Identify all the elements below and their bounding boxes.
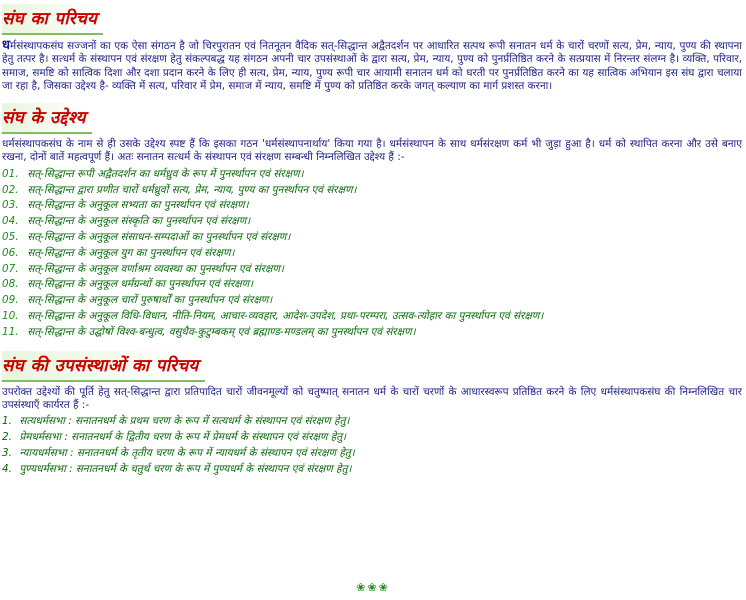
item-text: न्यायधर्मसभा : सनातनधर्म के तृतीय चरण के रूप में न्यायधर्म के संस्थापन एवं संरक्षण हेतु। <box>19 446 355 459</box>
list-item <box>2 462 742 478</box>
footer-ornament-icon: ❀❀❀ <box>356 581 390 594</box>
list-item <box>2 325 742 341</box>
list-item <box>2 198 742 214</box>
item-text: पुण्यधर्मसभा : सनातनधर्म के चतुर्थ चरण के रूप में पुण्यधर्म के संस्थापन एवं संरक्षण हेतु। <box>19 462 352 475</box>
item-number: 11. <box>2 325 19 338</box>
item-number: 05. <box>2 230 19 243</box>
list-item <box>2 414 742 430</box>
item-number: 1. <box>2 415 12 428</box>
list-item <box>2 309 742 325</box>
item-text: सत्-सिद्धान्त के अनुकूल संसाधन-सम्पदाओं का पुनर्स्थापन एवं संरक्षण। <box>27 230 291 243</box>
list-item <box>2 183 742 199</box>
item-text: सत्-सिद्धान्त के अनुकूल सभ्यता का पुनर्स्थापन एवं संरक्षण। <box>27 199 249 212</box>
objectives-list <box>2 167 742 341</box>
item-text: सत्-सिद्धान्त के अनुकूल युग का पुनर्स्थापन एवं संरक्षण। <box>27 246 235 259</box>
drop-letter: ध <box>2 38 10 53</box>
item-text: सत्-सिद्धान्त द्वारा प्रणीत चारों धर्मध्रुवों सत्य, प्रेम, न्याय, पुण्य का पुनर्स्थापन एवं संरक्षण। <box>27 183 357 196</box>
item-number: 04. <box>2 215 19 228</box>
sub-org-list <box>2 414 742 477</box>
section-sub-organizations <box>2 351 742 478</box>
section-heading: संघ के उद्देश्य <box>2 103 92 134</box>
item-number: 3. <box>2 446 12 459</box>
item-text: सत्-सिद्धान्त के उद्घोषों विश्व-बन्धुत्व, वसुधैव-कुटुम्बकम् एवं ब्रह्माण्ड-मण्डलम् का पुनर्स्थापन एवं संरक्षण। <box>27 325 416 338</box>
intro-paragraph <box>2 39 742 93</box>
item-text: सत्-सिद्धान्त रूपी अद्वैतदर्शन का धर्मध्रुव के रूप में पुनर्स्थापन एवं संरक्षण। <box>27 167 304 180</box>
section-introduction <box>2 4 742 93</box>
item-text: सत्-सिद्धान्त के अनुकूल वर्णाश्रम व्यवस्था का पुनर्स्थापन एवं संरक्षण। <box>27 262 284 275</box>
item-number: 06. <box>2 246 19 259</box>
item-text: प्रेमधर्मसभा : सनातनधर्म के द्वितीय चरण के रूप में प्रेमधर्म के संस्थापन एवं संरक्षण हेतु। <box>19 430 347 443</box>
item-number: 07. <box>2 262 19 275</box>
item-text: सत्-सिद्धान्त के अनुकूल विधि-विधान, नीति-नियम, आचार-व्यवहार, आदेश-उपदेश, प्रथा-परम्परा, उत्सव-त्योहार का पुनर्स्थापन एवं संरक्षण। <box>27 309 544 322</box>
section-objectives <box>2 103 742 340</box>
item-text: सत्यधर्मसभा : सनातनधर्म के प्रथम चरण के रूप में सत्यधर्म के संस्थापन एवं संरक्षण हेतु। <box>19 415 350 428</box>
list-item <box>2 262 742 278</box>
item-number: 2. <box>2 430 12 443</box>
item-text: सत्-सिद्धान्त के अनुकूल संस्कृति का पुनर्स्थापन एवं संरक्षण। <box>27 215 251 228</box>
item-number: 02. <box>2 183 19 196</box>
item-number: 10. <box>2 309 19 322</box>
list-item <box>2 246 742 262</box>
list-item <box>2 167 742 183</box>
item-number: 09. <box>2 294 19 307</box>
section-heading: संघ का परिचय <box>2 4 103 35</box>
list-item <box>2 446 742 462</box>
list-item <box>2 214 742 230</box>
list-item <box>2 430 742 446</box>
item-number: 4. <box>2 462 12 475</box>
section-heading: संघ की उपसंस्थाओं का परिचय <box>2 351 205 382</box>
sub-org-paragraph: उपरोक्त उद्देश्यों की पूर्ति हेतु सत्-सिद्धान्त द्वारा प्रतिपादित चारों जीवनमूल्यों को चतुष्पात् सनातन धर्म के चारों चरणों के आधारस्वरूप प्रतिष्ठित करने के लिए धर्मसंस्थापकसंघ की निम्नलिखित चार उपसंस्थाएँ कार्यरत हैं :- <box>2 385 742 411</box>
item-text: सत्-सिद्धान्त के अनुकूल धर्मग्रन्थों का पुनर्स्थापन एवं संरक्षण। <box>27 278 254 291</box>
intro-text: र्मसंस्थापकसंघ सज्जनों का एक ऐसा संगठन है जो चिरपुरातन एवं नितनूतन वैदिक सत्-सिद्धान्त अद्वैतदर्शन पर आधारित सत्पथ रूपी सनातन धर्म के चारों चरणों सत्य, प्रेम, न्याय, पुण्य की स्थापना हेतु तत्पर है। सत्धर्म के संस्थापन एवं संरक्षण हेतु संकल्पबद्ध यह संगठन अपनी चार उपसंस्थाओं के द्वारा सत्य, प्रेम, न्याय, पुण्य को पुनर्प्रतिष्ठित करने के सत्प्रयास में निरन्तर संलग्न है। व्यक्ति, परिवार, समाज, समष्टि को सात्विक दिशा और दशा प्रदान करने के लिए ही सत्य, प्रेम, न्याय, पुण्य रूपी चार आयामी सनातन धर्म को धरती पर पुनर्प्रतिष्ठित करने का यह सात्विक अभियान इस संघ द्वारा चलाया जा रहा है, जिसका उद्देश्य है- व्यक्ति में सत्य, परिवार में प्रेम, समाज में न्याय, समष्टि में पुण्य को प्रतिष्ठित करके जगत् कल्याण का मार्ग प्रशस्त करना। <box>2 40 742 92</box>
list-item <box>2 230 742 246</box>
item-text: सत्-सिद्धान्त के अनुकूल चारों पुरुषार्थों का पुनर्स्थापन एवं संरक्षण। <box>27 294 273 307</box>
objectives-paragraph: धर्मसंस्थापकसंघ के नाम से ही उसके उद्देश्य स्पष्ट हैं कि इसका गठन 'धर्मसंस्थापनार्थाय' किया गया है। धर्मसंस्थापन के साथ धर्मसंरक्षण कर्म भी जुड़ा हुआ है। धर्म को स्थापित करना और उसे बनाए रखना, दोनों बातें महत्वपूर्ण हैं। अतः सनातन सत्धर्म के संस्थापन एवं संरक्षण सम्बन्धी निम्नलिखित उद्देश्य हैं :- <box>2 138 742 164</box>
item-number: 03. <box>2 199 19 212</box>
item-number: 01. <box>2 167 19 180</box>
item-number: 08. <box>2 278 19 291</box>
list-item <box>2 277 742 293</box>
list-item <box>2 293 742 309</box>
